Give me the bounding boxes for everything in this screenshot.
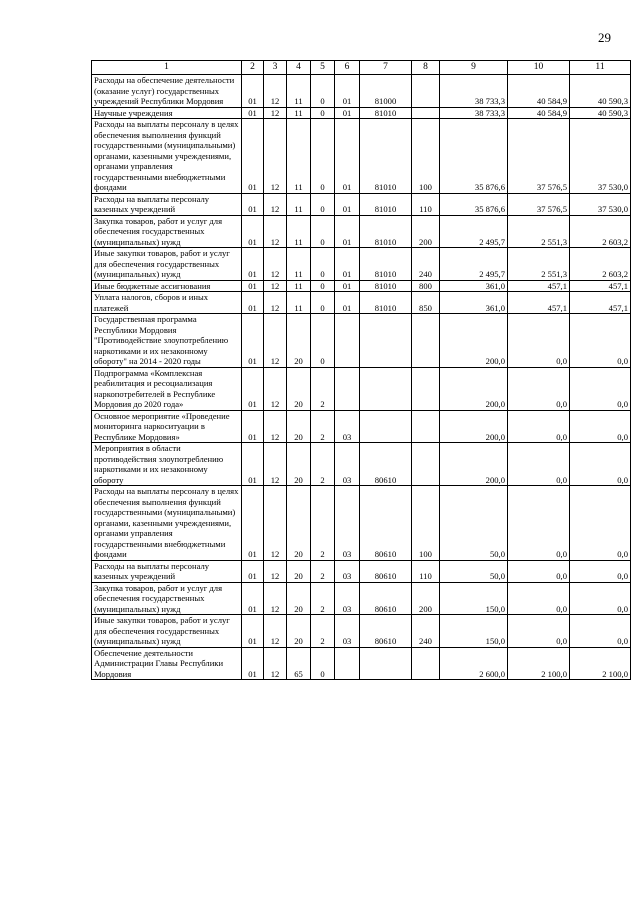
cell-col-7 [360,314,412,368]
cell-col-11: 0,0 [570,582,631,615]
cell-col-3: 12 [264,560,287,582]
cell-col-11: 37 530,0 [570,119,631,194]
cell-col-2: 01 [242,314,264,368]
cell-col-3: 12 [264,292,287,314]
cell-col-6: 01 [335,248,360,281]
cell-col-4: 20 [287,582,311,615]
cell-col-4: 11 [287,119,311,194]
cell-col-3: 12 [264,486,287,561]
cell-col-6: 03 [335,582,360,615]
cell-col-8: 800 [412,280,440,292]
row-name-cell: Обеспечение деятельности Администрации Главы Республики Мордовия [92,647,242,680]
cell-col-11: 457,1 [570,292,631,314]
table-row [92,486,631,561]
cell-col-7: 81010 [360,280,412,292]
table-row [92,647,631,680]
cell-col-9: 2 495,7 [440,215,508,248]
table-body [92,75,631,680]
cell-col-8 [412,647,440,680]
cell-col-3: 12 [264,119,287,194]
cell-col-8: 200 [412,582,440,615]
cell-col-5: 0 [311,292,335,314]
cell-col-10: 37 576,5 [508,119,570,194]
cell-col-6: 03 [335,560,360,582]
cell-col-4: 20 [287,443,311,486]
col-header-10: 10 [508,61,570,75]
cell-col-7: 80610 [360,582,412,615]
col-header-9: 9 [440,61,508,75]
cell-col-4: 20 [287,410,311,443]
cell-col-9: 361,0 [440,292,508,314]
cell-col-8: 240 [412,615,440,648]
cell-col-10: 0,0 [508,615,570,648]
col-header-2: 2 [242,61,264,75]
cell-col-4: 20 [287,314,311,368]
cell-col-5: 2 [311,410,335,443]
row-name-cell: Расходы на выплаты персоналу в целях обеспечения выполнения функций государственными (муниципальными) органами, казенными учреждениями, органами управления государственными внебюджетными фондами [92,119,242,194]
cell-col-9: 200,0 [440,367,508,410]
cell-col-11: 0,0 [570,560,631,582]
cell-col-2: 01 [242,280,264,292]
cell-col-11: 2 603,2 [570,248,631,281]
cell-col-9: 200,0 [440,410,508,443]
cell-col-10: 37 576,5 [508,193,570,215]
cell-col-10: 457,1 [508,292,570,314]
cell-col-8: 200 [412,215,440,248]
row-name-cell: Расходы на выплаты персоналу в целях обеспечения выполнения функций государственными (муниципальными) органами, казенными учреждениями, органами управления государственными внебюджетными фондами [92,486,242,561]
row-name-cell: Государственная программа Республики Мордовия "Противодействие злоупотреблению наркотиками и их незаконному обороту" на 2014 - 2020 годы [92,314,242,368]
cell-col-7 [360,647,412,680]
cell-col-10: 2 551,3 [508,215,570,248]
cell-col-4: 20 [287,367,311,410]
cell-col-7: 80610 [360,615,412,648]
cell-col-9: 200,0 [440,314,508,368]
cell-col-2: 01 [242,367,264,410]
cell-col-11: 40 590,3 [570,75,631,108]
row-name-cell: Научные учреждения [92,107,242,119]
cell-col-4: 11 [287,215,311,248]
row-name-cell: Расходы на выплаты персоналу казенных учреждений [92,560,242,582]
table-row [92,314,631,368]
cell-col-6: 01 [335,193,360,215]
cell-col-4: 11 [287,292,311,314]
cell-col-6: 01 [335,75,360,108]
cell-col-8: 100 [412,486,440,561]
cell-col-8 [412,367,440,410]
cell-col-8: 110 [412,193,440,215]
row-name-cell: Мероприятия в области противодействия злоупотреблению наркотиками и их незаконному обороту [92,443,242,486]
cell-col-7: 81000 [360,75,412,108]
cell-col-6: 01 [335,215,360,248]
row-name-cell: Закупка товаров, работ и услуг для обеспечения государственных (муниципальных) нужд [92,215,242,248]
cell-col-11: 40 590,3 [570,107,631,119]
cell-col-8 [412,314,440,368]
cell-col-11: 0,0 [570,367,631,410]
cell-col-10: 2 551,3 [508,248,570,281]
cell-col-7 [360,410,412,443]
cell-col-6: 01 [335,107,360,119]
cell-col-4: 20 [287,615,311,648]
cell-col-6: 01 [335,292,360,314]
table-row [92,280,631,292]
row-name-cell: Расходы на выплаты персоналу казенных учреждений [92,193,242,215]
cell-col-3: 12 [264,215,287,248]
table-row [92,107,631,119]
cell-col-4: 11 [287,75,311,108]
cell-col-5: 2 [311,615,335,648]
cell-col-7: 80610 [360,486,412,561]
cell-col-3: 12 [264,367,287,410]
cell-col-3: 12 [264,75,287,108]
table-row [92,119,631,194]
cell-col-4: 11 [287,193,311,215]
cell-col-8 [412,443,440,486]
cell-col-6: 01 [335,119,360,194]
cell-col-5: 0 [311,248,335,281]
cell-col-2: 01 [242,248,264,281]
cell-col-5: 0 [311,647,335,680]
cell-col-11: 0,0 [570,486,631,561]
cell-col-10: 40 584,9 [508,107,570,119]
cell-col-9: 38 733,3 [440,107,508,119]
cell-col-8: 100 [412,119,440,194]
cell-col-6 [335,647,360,680]
cell-col-7: 81010 [360,215,412,248]
cell-col-8 [412,107,440,119]
cell-col-9: 50,0 [440,486,508,561]
col-header-8: 8 [412,61,440,75]
cell-col-9: 150,0 [440,582,508,615]
table-row [92,215,631,248]
row-name-cell: Закупка товаров, работ и услуг для обеспечения государственных (муниципальных) нужд [92,582,242,615]
cell-col-2: 01 [242,443,264,486]
cell-col-7: 81010 [360,107,412,119]
cell-col-5: 0 [311,75,335,108]
cell-col-8: 850 [412,292,440,314]
cell-col-4: 11 [287,248,311,281]
cell-col-6: 03 [335,615,360,648]
cell-col-7: 80610 [360,443,412,486]
cell-col-3: 12 [264,107,287,119]
cell-col-2: 01 [242,410,264,443]
cell-col-5: 0 [311,119,335,194]
cell-col-5: 2 [311,443,335,486]
cell-col-10: 0,0 [508,582,570,615]
cell-col-11: 0,0 [570,615,631,648]
cell-col-3: 12 [264,647,287,680]
col-header-1: 1 [92,61,242,75]
table-row [92,615,631,648]
cell-col-10: 40 584,9 [508,75,570,108]
cell-col-7: 81010 [360,292,412,314]
row-name-cell: Подпрограмма «Комплексная реабилитация и ресоциализация наркопотребителей в Республике Мордовия до 2020 года» [92,367,242,410]
cell-col-11: 0,0 [570,314,631,368]
cell-col-3: 12 [264,248,287,281]
cell-col-9: 2 495,7 [440,248,508,281]
cell-col-5: 2 [311,486,335,561]
cell-col-9: 35 876,6 [440,119,508,194]
table-row [92,582,631,615]
cell-col-8: 110 [412,560,440,582]
row-name-cell: Иные закупки товаров, работ и услуг для обеспечения государственных (муниципальных) нужд [92,248,242,281]
cell-col-5: 0 [311,193,335,215]
cell-col-3: 12 [264,193,287,215]
cell-col-10: 0,0 [508,367,570,410]
cell-col-5: 0 [311,280,335,292]
cell-col-2: 01 [242,107,264,119]
row-name-cell: Иные закупки товаров, работ и услуг для обеспечения государственных (муниципальных) нужд [92,615,242,648]
col-header-4: 4 [287,61,311,75]
cell-col-2: 01 [242,193,264,215]
cell-col-11: 0,0 [570,410,631,443]
cell-col-6: 03 [335,486,360,561]
cell-col-3: 12 [264,582,287,615]
table-row [92,292,631,314]
cell-col-9: 50,0 [440,560,508,582]
cell-col-8 [412,410,440,443]
cell-col-2: 01 [242,486,264,561]
cell-col-6 [335,367,360,410]
cell-col-11: 2 603,2 [570,215,631,248]
cell-col-10: 457,1 [508,280,570,292]
cell-col-6: 03 [335,443,360,486]
cell-col-2: 01 [242,615,264,648]
cell-col-5: 0 [311,215,335,248]
cell-col-8 [412,75,440,108]
col-header-5: 5 [311,61,335,75]
budget-table [91,60,631,680]
cell-col-3: 12 [264,280,287,292]
col-header-3: 3 [264,61,287,75]
page-number: 29 [598,30,611,45]
cell-col-9: 38 733,3 [440,75,508,108]
cell-col-7: 81010 [360,119,412,194]
cell-col-4: 20 [287,486,311,561]
cell-col-11: 457,1 [570,280,631,292]
cell-col-6 [335,314,360,368]
col-header-7: 7 [360,61,412,75]
cell-col-11: 37 530,0 [570,193,631,215]
table-row [92,560,631,582]
row-name-cell: Уплата налогов, сборов и иных платежей [92,292,242,314]
cell-col-5: 0 [311,107,335,119]
cell-col-2: 01 [242,292,264,314]
cell-col-4: 11 [287,280,311,292]
cell-col-10: 0,0 [508,314,570,368]
cell-col-3: 12 [264,314,287,368]
cell-col-5: 0 [311,314,335,368]
cell-col-2: 01 [242,582,264,615]
cell-col-11: 0,0 [570,443,631,486]
cell-col-7: 81010 [360,193,412,215]
cell-col-7 [360,367,412,410]
cell-col-4: 20 [287,560,311,582]
cell-col-2: 01 [242,75,264,108]
cell-col-10: 0,0 [508,410,570,443]
row-name-cell: Иные бюджетные ассигнования [92,280,242,292]
cell-col-5: 2 [311,367,335,410]
cell-col-11: 2 100,0 [570,647,631,680]
cell-col-2: 01 [242,560,264,582]
table-row [92,410,631,443]
cell-col-9: 361,0 [440,280,508,292]
col-header-11: 11 [570,61,631,75]
table-row [92,248,631,281]
cell-col-10: 0,0 [508,560,570,582]
table-row [92,443,631,486]
cell-col-7: 80610 [360,560,412,582]
table-row [92,75,631,108]
cell-col-4: 11 [287,107,311,119]
table-row [92,193,631,215]
table-row [92,367,631,410]
cell-col-3: 12 [264,410,287,443]
cell-col-4: 65 [287,647,311,680]
cell-col-9: 35 876,6 [440,193,508,215]
row-name-cell: Расходы на обеспечение деятельности (оказание услуг) государственных учреждений Республики Мордовия [92,75,242,108]
cell-col-7: 81010 [360,248,412,281]
cell-col-2: 01 [242,647,264,680]
header-row [92,61,631,75]
cell-col-8: 240 [412,248,440,281]
row-name-cell: Основное мероприятие «Проведение мониторинга наркоситуации в Республике Мордовия» [92,410,242,443]
cell-col-5: 2 [311,582,335,615]
cell-col-10: 0,0 [508,443,570,486]
cell-col-3: 12 [264,443,287,486]
cell-col-2: 01 [242,119,264,194]
cell-col-10: 2 100,0 [508,647,570,680]
cell-col-9: 150,0 [440,615,508,648]
cell-col-6: 01 [335,280,360,292]
cell-col-9: 2 600,0 [440,647,508,680]
cell-col-2: 01 [242,215,264,248]
cell-col-10: 0,0 [508,486,570,561]
cell-col-5: 2 [311,560,335,582]
cell-col-3: 12 [264,615,287,648]
cell-col-9: 200,0 [440,443,508,486]
cell-col-6: 03 [335,410,360,443]
col-header-6: 6 [335,61,360,75]
